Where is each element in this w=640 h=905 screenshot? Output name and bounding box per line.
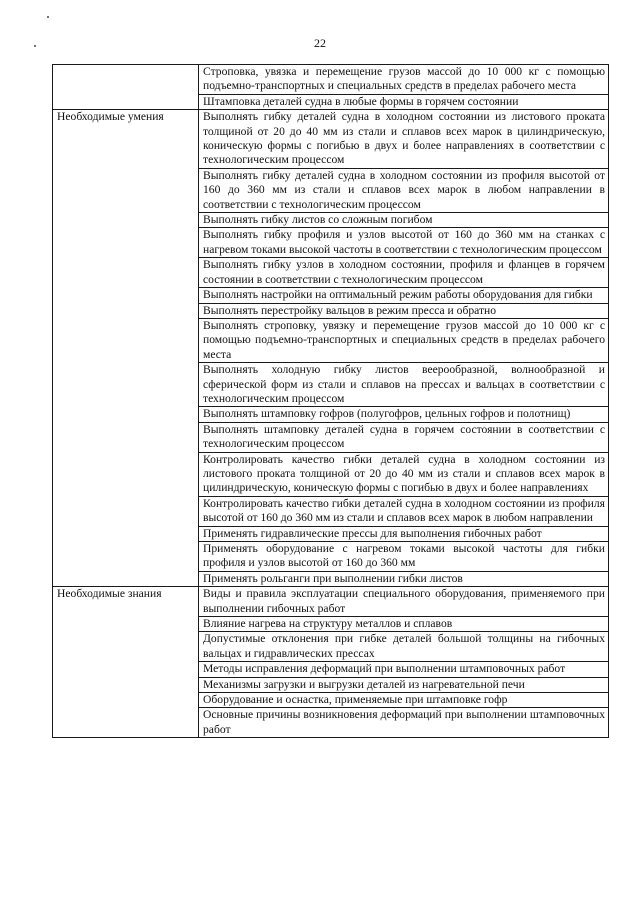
- page-number: 22: [314, 36, 326, 50]
- section-label: Необходимые знания: [53, 587, 199, 738]
- requirement-cell: Допустимые отклонения при гибке деталей большой толщины на гибочных вальцах и гидравлических прессах: [199, 632, 609, 662]
- requirement-cell: Виды и правила эксплуатации специального оборудования, применяемого при выполнении гибочных работ: [199, 587, 609, 617]
- requirement-cell: Влияние нагрева на структуру металлов и сплавов: [199, 617, 609, 632]
- requirement-cell: Выполнять холодную гибку листов веерообразной, волнообразной и сферической форм из стали и сплавов на прессах и вальцах в соответствии с технологическим процессом: [199, 363, 609, 407]
- requirement-cell: Применять рольганги при выполнении гибки листов: [199, 571, 609, 586]
- requirement-cell: Выполнять перестройку вальцов в режим пресса и обратно: [199, 303, 609, 318]
- requirement-cell: Выполнять гибку деталей судна в холодном состоянии из профиля высотой от 160 до 360 мм из стали и сплавов всех марок в любом направлении в соответствии с технологическим процессом: [199, 168, 609, 212]
- requirement-cell: Строповка, увязка и перемещение грузов массой до 10 000 кг с помощью подъемно-транспортных и специальных средств в пределах рабочего места: [199, 65, 609, 95]
- requirement-cell: Выполнять штамповку деталей судна в горячем состоянии в соответствии с технологическим процессом: [199, 422, 609, 452]
- requirement-cell: Основные причины возникновения деформаций при выполнении штамповочных работ: [199, 708, 609, 738]
- requirement-cell: Оборудование и оснастка, применяемые при штамповке гофр: [199, 693, 609, 708]
- table-row: [53, 110, 609, 169]
- requirement-cell: Контролировать качество гибки деталей судна в холодном состоянии из листового проката толщиной от 20 до 40 мм из стали и сплавов всех марок в цилиндрическую, коническую формы с погибью в двух и более направлениях: [199, 452, 609, 496]
- section-label: [53, 65, 199, 110]
- requirement-cell: Контролировать качество гибки деталей судна в холодном состоянии из профиля высотой от 160 до 360 мм из стали и сплавов всех марок в любом направлении: [199, 496, 609, 526]
- requirement-cell: Выполнять гибку деталей судна в холодном состоянии из листового проката толщиной от 20 до 40 мм из стали и сплавов всех марок в цилиндрическую, коническую формы с погибью в двух и более направлениях в соответствии с технологическим процессом: [199, 110, 609, 169]
- section-label: Необходимые умения: [53, 110, 199, 587]
- requirement-cell: Выполнять настройки на оптимальный режим работы оборудования для гибки: [199, 288, 609, 303]
- requirement-cell: Выполнять гибку профиля и узлов высотой от 160 до 360 мм на станках с нагревом токами высокой частоты в соответствии с технологическим процессом: [199, 228, 609, 258]
- requirement-cell: Выполнять гибку узлов в холодном состоянии, профиля и фланцев в горячем состоянии в соответствии с технологическим процессом: [199, 258, 609, 288]
- table-row: [53, 587, 609, 617]
- requirement-cell: Выполнять гибку листов со сложным погибом: [199, 213, 609, 228]
- requirement-cell: Выполнять строповку, увязку и перемещение грузов массой до 10 000 кг с помощью подъемно-транспортных и специальных средств в пределах рабочего места: [199, 318, 609, 362]
- requirements-table: [52, 64, 609, 738]
- requirement-cell: Применять гидравлические прессы для выполнения гибочных работ: [199, 526, 609, 541]
- requirement-cell: Методы исправления деформаций при выполнении штамповочных работ: [199, 662, 609, 677]
- requirement-cell: Применять оборудование с нагревом токами высокой частоты для гибки профиля и узлов высотой от 160 до 360 мм: [199, 542, 609, 572]
- requirement-cell: Штамповка деталей судна в любые формы в горячем состоянии: [199, 94, 609, 109]
- requirement-cell: Механизмы загрузки и выгрузки деталей из нагревательной печи: [199, 677, 609, 692]
- requirement-cell: Выполнять штамповку гофров (полугофров, цельных гофров и полотнищ): [199, 407, 609, 422]
- scan-speck: [47, 16, 49, 18]
- table-row: [53, 65, 609, 95]
